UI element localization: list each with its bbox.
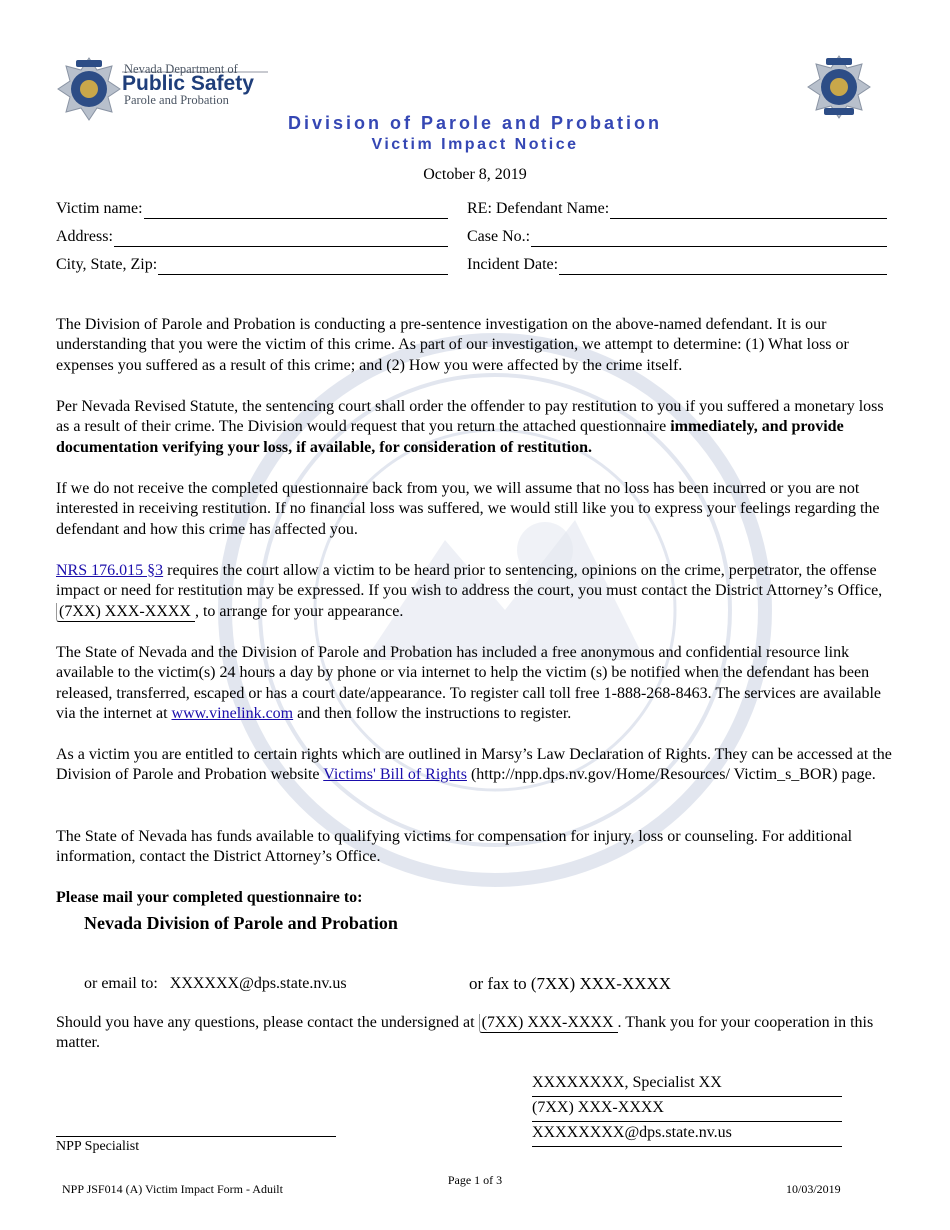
footer-form-id: NPP JSF014 (A) Victim Impact Form - Aduilt — [62, 1182, 283, 1196]
victim-name-label: Victim name: — [56, 200, 143, 217]
restitution-text: Per Nevada Revised Statute, the sentencing court shall order the offender to pay restitution to you if you suffered a monetary loss as a result of their crime. The Division would request that you return the attached questionnaire — [56, 398, 884, 436]
fax-row — [469, 974, 671, 994]
city-state-zip-label: City, State, Zip: — [56, 256, 158, 273]
victims-bill-of-rights-link[interactable]: Victims' Bill of Rights — [323, 766, 467, 784]
signature-name: XXXXXXXX, Specialist XX — [532, 1073, 842, 1097]
specialist-phone-field[interactable]: (7XX) XXX-XXXX — [479, 1014, 618, 1033]
paragraph-nrs — [56, 561, 894, 622]
rights-tail: (http://npp.dps.nv.gov/Home/Resources/ Victim_s_BOR) page. — [466, 766, 876, 784]
defendant-name-label: RE: Defendant Name: — [467, 200, 610, 217]
document-title: Division of Parole and Probation — [287, 113, 663, 133]
case-no-field[interactable] — [467, 227, 887, 247]
email-address[interactable]: XXXXXX@dps.state.nv.us — [169, 975, 347, 992]
email-row — [84, 975, 347, 993]
mail-heading: Please mail your completed questionnaire to: — [56, 889, 363, 906]
paragraph-questions — [56, 1013, 894, 1054]
nrs-tail: , to arrange for your appearance. — [194, 602, 404, 620]
signature-role: NPP Specialist — [56, 1139, 140, 1154]
defendant-name-field[interactable] — [467, 199, 887, 219]
nrs-link[interactable]: NRS 176.015 §3 — [56, 562, 164, 579]
signature-line — [56, 1136, 336, 1137]
victim-name-field[interactable] — [56, 199, 448, 219]
fax-label: or fax to — [469, 974, 527, 993]
da-phone-field[interactable]: (7XX) XXX-XXXX — [56, 603, 195, 622]
mail-recipient: Nevada Division of Parole and Probation — [84, 913, 398, 933]
nrs-text: requires the court allow a victim to be heard prior to sentencing, opinions on the crime, perpetrator, the offense impact or need for restitution may be expressed. If you wish to address the court, you must contact the District Attorney’s Office, — [56, 562, 883, 600]
vine-tail: and then follow the instructions to register. — [293, 705, 572, 723]
questions-tail: . Thank you for your cooperation in this matter. — [56, 1014, 874, 1052]
address-field[interactable] — [56, 227, 448, 247]
paragraph-vine — [56, 643, 894, 725]
email-label: or email to: — [84, 975, 158, 992]
paragraph-investigation: The Division of Parole and Probation is conducting a pre-sentence investigation on the above-named defendant. It is our understanding that you were the victim of this crime. As part of our investigation, we attempt to determine: (1) What loss or expenses you suffered as a result of this crime; and (2) How you were affected by the crime itself. — [56, 316, 849, 374]
parole-badge-logo — [806, 54, 872, 120]
address-label: Address: — [56, 228, 113, 245]
vinelink-link[interactable]: www.vinelink.com — [171, 705, 294, 723]
rights-text: As a victim you are entitled to certain rights which are outlined in Marsy’s Law Declaration of Rights. They can be accessed at the Division of Parole and Probation website — [56, 746, 892, 784]
city-state-zip-field[interactable] — [56, 255, 448, 275]
questions-text: Should you have any questions, please contact the undersigned at — [56, 1014, 475, 1031]
fax-number[interactable]: (7XX) XXX-XXXX — [530, 974, 672, 993]
incident-date-field[interactable] — [467, 255, 887, 275]
paragraph-restitution — [56, 397, 894, 458]
document-date: October 8, 2019 — [423, 166, 527, 183]
incident-date-label: Incident Date: — [467, 256, 559, 273]
restitution-bold-text: immediately, and provide documentation verifying your loss, if available, for consideration of restitution. — [56, 418, 844, 456]
logo-division-line: Parole and Probation — [124, 93, 229, 107]
document-subtitle: Victim Impact Notice — [371, 136, 579, 153]
vine-text: The State of Nevada and the Division of Parole and Probation has included a free anonymous and confidential resource link available to the victim(s) 24 hours a day by phone or via internet to help the victim (s) be notified when the defendant has been released, transferred, escaped or has a court date/appearance. To register call toll free 1-888-268-8463. The services are available via the internet at — [56, 644, 881, 723]
paragraph-no-loss: If we do not receive the completed questionnaire back from you, we will assume that no loss has been incurred or you are not interested in receiving restitution. If no financial loss was suffered, we would still like you to express your feelings regarding the defendant and how this crime has affected you. — [56, 480, 880, 538]
footer-revision-date: 10/03/2019 — [786, 1182, 841, 1196]
paragraph-rights — [56, 745, 894, 786]
case-no-label: Case No.: — [467, 228, 531, 245]
paragraph-compensation: The State of Nevada has funds available to qualifying victims for compensation for injury, loss or counseling. For additional information, contact the District Attorney’s Office. — [56, 828, 853, 866]
logo-agency-name: Public Safety — [122, 72, 254, 95]
logo-dept-line: Nevada Department of — [124, 62, 238, 76]
footer-page-number: Page 1 of 3 — [447, 1173, 503, 1187]
signature-email: XXXXXXXX@dps.state.nv.us — [532, 1123, 842, 1147]
signature-phone: (7XX) XXX-XXXX — [532, 1098, 842, 1122]
